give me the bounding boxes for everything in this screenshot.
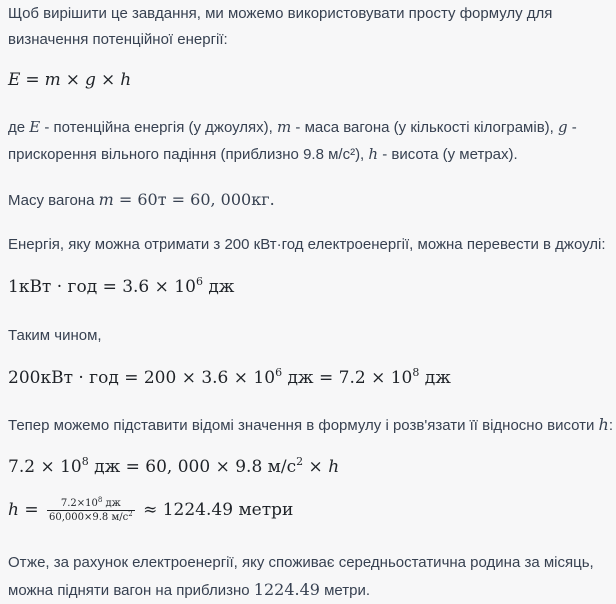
equation-part-c: × [303, 457, 329, 477]
conclusion-line-2 [8, 576, 608, 604]
numerator-value: 7.2×10 [60, 498, 98, 509]
symbol-m: m [277, 118, 292, 136]
fraction-numerator [47, 498, 135, 511]
intro-line-2: визначення потенційної енергії: [8, 31, 228, 48]
numerator-unit: дж [102, 498, 121, 509]
conversion-lhs: 1кВт · год = 3.6 × 10 [8, 277, 196, 297]
symbol-g: g [558, 118, 568, 136]
total-part-a: 200кВт · год = 200 × 3.6 × 10 [8, 368, 276, 388]
result-fraction [47, 498, 135, 523]
definitions-text: прискорення вільного падіння (приблизно 9.8 м/с²), [8, 146, 369, 163]
result-equals: = [18, 500, 45, 520]
thus-text: Таким чином, [8, 327, 102, 344]
substitution-equation [8, 457, 339, 477]
definitions-text: - потенційна енергія (у джоулях), [40, 119, 278, 136]
denominator-value: 60,000×9.8 м/с [49, 512, 129, 523]
formula-energy [8, 70, 131, 90]
mass-line [8, 186, 608, 214]
conversion-unit: дж [202, 277, 235, 297]
definitions-line-2 [8, 141, 608, 168]
definitions-text: де [8, 119, 30, 136]
equation-part-a: 7.2 × 10 [8, 457, 82, 477]
mass-text: Масу вагона [8, 192, 99, 209]
formula-equals: = [25, 70, 40, 90]
mass-value: = 60т = 60, 000кг. [113, 190, 275, 209]
equation-exponent-1: 8 [81, 455, 89, 468]
intro-line-1: Щоб вирішити це завдання, ми можемо використовувати просту формулу для [8, 5, 553, 22]
total-exponent-2: 8 [412, 366, 420, 379]
total-energy-formula [8, 368, 451, 388]
definitions-line-1 [8, 114, 608, 141]
conclusion-text: метри. [319, 582, 371, 599]
mass-symbol-m: m [98, 190, 114, 209]
equation-part-b: дж = 60, 000 × 9.8 м/с [88, 457, 297, 477]
definitions-text: - [567, 119, 577, 136]
conclusion-value: 1224.49 [253, 580, 320, 599]
fraction-denominator [47, 511, 135, 523]
formula-symbol-h: h [120, 70, 132, 90]
total-part-c: дж [419, 368, 451, 388]
energy-text: Енергія, яку можна отримати з 200 кВт·год електроенергії, можна перевести в джоулі: [8, 236, 606, 253]
result-approx-value: ≈ 1224.49 метри [137, 500, 294, 520]
total-exponent-1: 6 [275, 366, 283, 379]
formula-symbol-g: g [85, 70, 96, 90]
formula-symbol-m: m [44, 70, 61, 90]
substitute-symbol-h: h [598, 415, 609, 434]
definitions-text: - маса вагона (у кількості кілограмів), [291, 119, 558, 136]
result-formula [8, 498, 293, 523]
symbol-h: h [368, 145, 379, 163]
formula-times-2: × [100, 70, 116, 90]
conclusion-line-1: Отже, за рахунок електроенергії, яку споживає середньостатична родина за місяць, [8, 554, 594, 571]
substitute-colon: : [608, 417, 614, 434]
conversion-formula [8, 277, 234, 297]
substitute-text: Тепер можемо підставити відомі значення в формулу і розв'язати її відносно висоти [8, 417, 599, 434]
total-part-b: дж = 7.2 × 10 [282, 368, 413, 388]
formula-times-1: × [65, 70, 81, 90]
result-symbol-h: h [8, 500, 19, 520]
definitions-text: - висота (у метрах). [378, 146, 518, 163]
denominator-exponent: 2 [128, 510, 133, 518]
symbol-e: E [29, 118, 41, 136]
conversion-exponent: 6 [195, 275, 203, 288]
numerator-exponent: 8 [97, 496, 103, 504]
substitute-line [8, 411, 614, 439]
formula-symbol-e: E [8, 70, 21, 90]
equation-symbol-h: h [328, 457, 340, 477]
conclusion-text: можна підняти вагон на приблизно [8, 582, 254, 599]
equation-exponent-2: 2 [296, 455, 304, 468]
